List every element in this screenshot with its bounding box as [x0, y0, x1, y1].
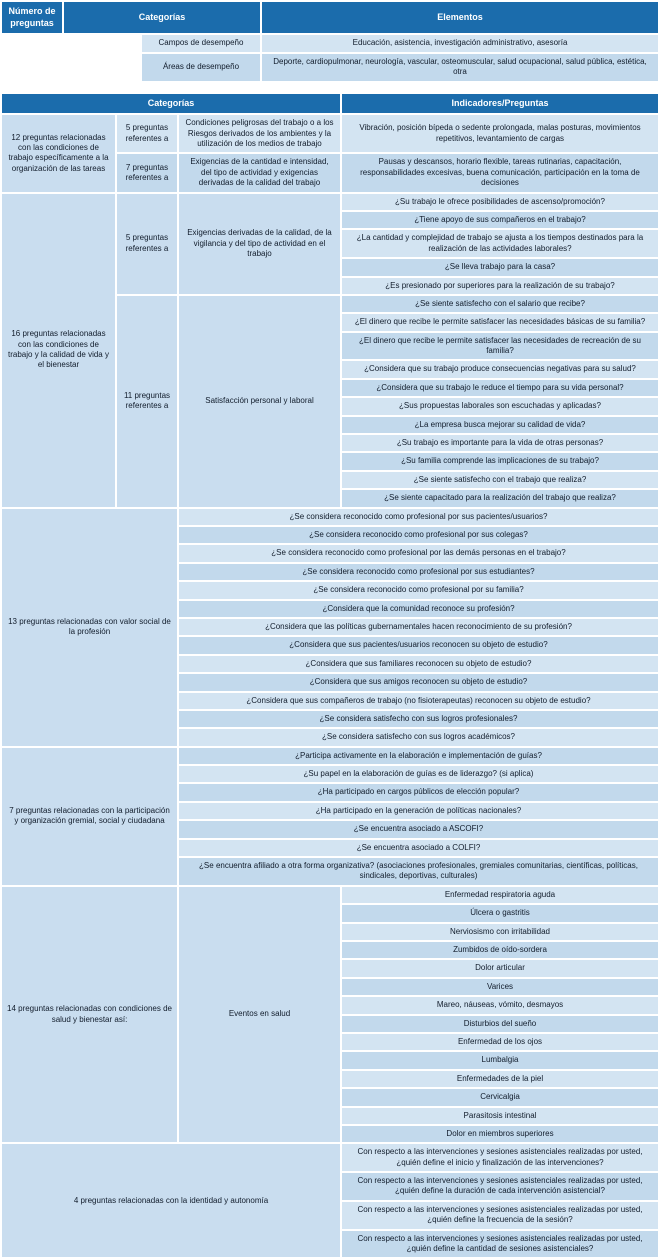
question-cell: ¿Considera que sus compañeros de trabajo (no fisioterapeutas) reconocen su objeto de estudio?	[178, 692, 658, 710]
question-cell: ¿Se encuentra afiliado a otra forma organizativa? (asociaciones profesionales, gremiales comunitarias, científicas, políticas, sindicales, deportivas, culturales)	[178, 857, 658, 886]
question-cell: Pausas y descansos, horario flexible, tareas rutinarias, capacitación, responsabilidades excesivas, buena comunicación, participación en la toma de decisiones	[341, 153, 658, 192]
group-label-cell: 12 preguntas relacionadas con las condiciones de trabajo específicamente a la organización de las tareas	[1, 114, 116, 192]
question-cell: ¿Se siente satisfecho con el salario que recibe?	[341, 295, 658, 313]
question-cell: ¿Su papel en la elaboración de guías es de liderazgo? (si aplica)	[178, 765, 658, 783]
subgroup-desc-cell: Exigencias de la cantidad e intensidad, del tipo de actividad y exigencias derivadas de la calidad del trabajo	[178, 153, 341, 192]
group-label-cell: 14 preguntas relacionadas con condiciones de salud y bienestar así:	[1, 886, 178, 1143]
question-cell: ¿Se considera reconocido como profesional por las demás personas en el trabajo?	[178, 544, 658, 562]
main-table	[0, 92, 658, 1259]
question-cell: Dolor articular	[341, 959, 658, 977]
question-cell: ¿Es presionado por superiores para la realización de su trabajo?	[341, 277, 658, 295]
question-cell: ¿Considera que las políticas gubernamentales hacen reconocimiento de su profesión?	[178, 618, 658, 636]
group-label-cell: 16 preguntas relacionadas con las condiciones de trabajo y la calidad de vida y el bienestar	[1, 193, 116, 508]
empty-cell	[1, 34, 141, 81]
question-cell: ¿Se siente satisfecho con el trabajo que realiza?	[341, 471, 658, 489]
question-cell: ¿Considera que sus familiares reconocen su objeto de estudio?	[178, 655, 658, 673]
question-cell: ¿Considera que sus pacientes/usuarios reconocen su objeto de estudio?	[178, 636, 658, 654]
elements-cell: Deporte, cardiopulmonar, neurología, vascular, osteomuscular, salud ocupacional, salud pública, estética, otra	[261, 53, 658, 82]
subgroup-count-cell: 11 preguntas referentes a	[116, 295, 178, 508]
subgroup-count-cell: 5 preguntas referentes a	[116, 193, 178, 295]
question-cell: Úlcera o gastritis	[341, 904, 658, 922]
question-cell: ¿Participa activamente en la elaboración e implementación de guías?	[178, 747, 658, 765]
question-cell: ¿Considera que sus amigos reconocen su objeto de estudio?	[178, 673, 658, 691]
question-cell: Lumbalgia	[341, 1051, 658, 1069]
indicator-row	[1, 886, 658, 904]
subgroup-desc-cell: Exigencias derivadas de la calidad, de la vigilancia y del tipo de actividad en el trabajo	[178, 193, 341, 295]
question-cell: ¿Se considera satisfecho con sus logros profesionales?	[178, 710, 658, 728]
question-cell: Parasitosis intestinal	[341, 1107, 658, 1125]
question-cell: Enfermedades de la piel	[341, 1070, 658, 1088]
question-cell: ¿Se encuentra asociado a ASCOFI?	[178, 820, 658, 838]
question-cell: Disturbios del sueño	[341, 1015, 658, 1033]
question-cell: ¿Tiene apoyo de sus compañeros en el trabajo?	[341, 211, 658, 229]
question-cell: Enfermedad de los ojos	[341, 1033, 658, 1051]
indicator-row	[1, 1143, 658, 1172]
column-header-indicadores-preguntas: Indicadores/Preguntas	[341, 93, 658, 115]
question-cell: ¿Se siente capacitado para la realización del trabajo que realiza?	[341, 489, 658, 507]
main-table-body	[1, 114, 658, 1258]
question-cell: ¿Sus propuestas laborales son escuchadas y aplicadas?	[341, 397, 658, 415]
table-row	[1, 34, 658, 52]
subgroup-desc-cell: Satisfacción personal y laboral	[178, 295, 341, 508]
column-header-categorias: Categorías	[63, 1, 261, 34]
top-header-row	[1, 1, 658, 34]
column-header-elementos: Elementos	[261, 1, 658, 34]
question-cell: ¿Se considera reconocido como profesional por sus colegas?	[178, 526, 658, 544]
question-cell: ¿Considera que la comunidad reconoce su profesión?	[178, 600, 658, 618]
column-header-numero-preguntas: Número de preguntas	[1, 1, 63, 34]
question-cell: ¿Se considera reconocido como profesional por su familia?	[178, 581, 658, 599]
question-cell: ¿Su trabajo le ofrece posibilidades de ascenso/promoción?	[341, 193, 658, 211]
question-cell: ¿Ha participado en cargos públicos de elección popular?	[178, 783, 658, 801]
table-spacer	[0, 83, 658, 92]
question-cell: Nerviosismo con irritabilidad	[341, 923, 658, 941]
group-label-cell: 7 preguntas relacionadas con la participación y organización gremial, social y ciudadana	[1, 747, 178, 886]
indicator-row	[1, 114, 658, 153]
main-header-row	[1, 93, 658, 115]
question-cell: ¿La empresa busca mejorar su calidad de vida?	[341, 416, 658, 434]
question-cell: Con respecto a las intervenciones y sesiones asistenciales realizadas por usted, ¿quién define la cantidad de sesiones asistenciales?	[341, 1230, 658, 1259]
question-cell: ¿Se considera reconocido como profesional por sus pacientes/usuarios?	[178, 508, 658, 526]
question-cell: ¿La cantidad y complejidad de trabajo se ajusta a los tiempos destinados para la realización de las actividades laborales?	[341, 229, 658, 258]
indicator-row	[1, 747, 658, 765]
question-cell: Con respecto a las intervenciones y sesiones asistenciales realizadas por usted, ¿quién define la duración de cada intervención asistencial?	[341, 1172, 658, 1201]
question-cell: ¿Su familia comprende las implicaciones de su trabajo?	[341, 452, 658, 470]
group-label-cell: 13 preguntas relacionadas con valor social de la profesión	[1, 508, 178, 747]
question-cell: Varices	[341, 978, 658, 996]
question-cell: ¿Ha participado en la generación de políticas nacionales?	[178, 802, 658, 820]
indicator-row	[1, 193, 658, 211]
question-cell: Con respecto a las intervenciones y sesiones asistenciales realizadas por usted, ¿quién define la frecuencia de la sesión?	[341, 1201, 658, 1230]
question-cell: ¿Se considera satisfecho con sus logros académicos?	[178, 728, 658, 746]
question-cell: ¿El dinero que recibe le permite satisfacer las necesidades de recreación de su familia?	[341, 332, 658, 361]
question-cell: ¿Su trabajo es importante para la vida de otras personas?	[341, 434, 658, 452]
category-cell: Áreas de desempeño	[141, 53, 261, 82]
question-cell: ¿El dinero que recibe le permite satisfacer las necesidades básicas de su familia?	[341, 313, 658, 331]
elements-cell: Educación, asistencia, investigación administrativo, asesoría	[261, 34, 658, 52]
column-header-categorias: Categorías	[1, 93, 341, 115]
question-cell: Con respecto a las intervenciones y sesiones asistenciales realizadas por usted, ¿quién define el inicio y finalización de las intervenciones?	[341, 1143, 658, 1172]
question-cell: ¿Considera que su trabajo le reduce el tiempo para su vida personal?	[341, 379, 658, 397]
question-cell: Mareo, náuseas, vómito, desmayos	[341, 996, 658, 1014]
subgroup-desc-cell: Condiciones peligrosas del trabajo o a los Riesgos derivados de los ambientes y la utilización de los medios de trabajo	[178, 114, 341, 153]
question-cell: Dolor en miembros superiores	[341, 1125, 658, 1143]
question-cell: ¿Se considera reconocido como profesional por sus estudiantes?	[178, 563, 658, 581]
question-cell: ¿Se lleva trabajo para la casa?	[341, 258, 658, 276]
group-middle-cell: Eventos en salud	[178, 886, 341, 1143]
indicator-row	[1, 508, 658, 526]
question-cell: ¿Se encuentra asociado a COLFI?	[178, 839, 658, 857]
group-label-cell: 4 preguntas relacionadas con la identidad y autonomía	[1, 1143, 341, 1258]
subgroup-count-cell: 5 preguntas referentes a	[116, 114, 178, 153]
question-cell: Vibración, posición bípeda o sedente prolongada, malas posturas, movimientos repetitivos, levantamiento de cargas	[341, 114, 658, 153]
question-cell: ¿Considera que su trabajo produce consecuencias negativas para su salud?	[341, 360, 658, 378]
category-cell: Campos de desempeño	[141, 34, 261, 52]
question-cell: Cervicalgia	[341, 1088, 658, 1106]
question-cell: Zumbidos de oído-sordera	[341, 941, 658, 959]
question-cell: Enfermedad respiratoria aguda	[341, 886, 658, 904]
top-table	[0, 0, 658, 83]
subgroup-count-cell: 7 preguntas referentes a	[116, 153, 178, 192]
